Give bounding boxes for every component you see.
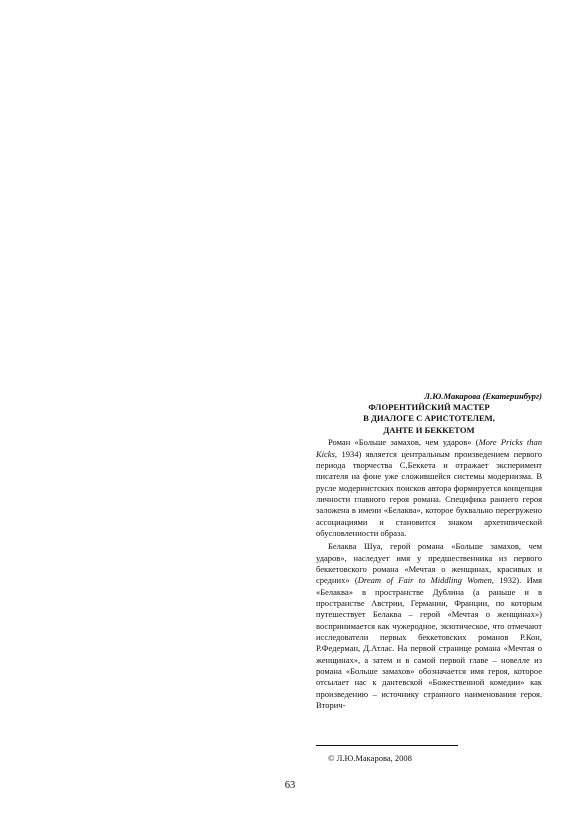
article-author: Л.Ю.Макарова (Екатеринбург) [424,391,542,401]
body-paragraph-1-text-c: , 1934) является центральным произведением первого периода творчества С.Беккета и отражает эксперимент писателя на фоне уже сложившейся системы модернизма. В русле модернистских поисков автора формируется концепция личности главного героя романа. Специфика раннего героя заложена в имени «Белаква», которое буквально перегружено ассоциациями и становится знаком архетипической обусловленности образа. [316,448,542,538]
body-paragraph-1-italic: More Pricks than Kicks [316,437,542,459]
body-paragraph-1 [316,437,542,539]
article-title-line-1: ФЛОРЕНТИЙСКИЙ МАСТЕР [368,402,490,412]
footnote-divider [316,745,458,746]
article-title [316,402,542,436]
body-paragraph-2 [316,541,542,711]
page-number: 63 [284,780,296,791]
body-paragraph-2-italic: Dream of Fair to Middling Women [357,575,492,586]
body-paragraph-1-text-a: Роман «Больше замахов, чем ударов» ( [328,437,479,448]
body-paragraph-2-text-c: , 1932). Имя «Белаква» в пространстве Дублина (а раньше и в пространстве Австрии, Германии, Франции, по которым путешествует Белаква – герой «Мечтая о женщинах») воспринимается как чужеродное, экзотическое, что отмечают исследователи первых беккетовских романов Р.Кон, Р.Федерман, Д.Атлас. На первой странице романа «Мечтая о женщинах», а затем и в самой первой главе – новелле из романа «Больше замахов» обозначается имя героя, которое отсылает нас к дантевской «Божественной комедии» как произведению – источнику странного наименования героя. Вторич- [316,575,542,711]
article-title-line-3: ДАНТЕ И БЕККЕТОМ [383,424,475,435]
article-column [316,391,542,711]
copyright-footnote: © Л.Ю.Макарова, 2008 [328,753,412,763]
body-paragraph-2-text-a: Белаква Шуа, герой романа «Больше замахов, чем ударов», наследует имя у предшественника из первого беккетовского романа «Мечтая о женщинах, красивых и средних» ( [316,541,542,586]
article-title-line-2: В ДИАЛОГЕ С АРИСТОТЕЛЕМ, [363,413,495,424]
